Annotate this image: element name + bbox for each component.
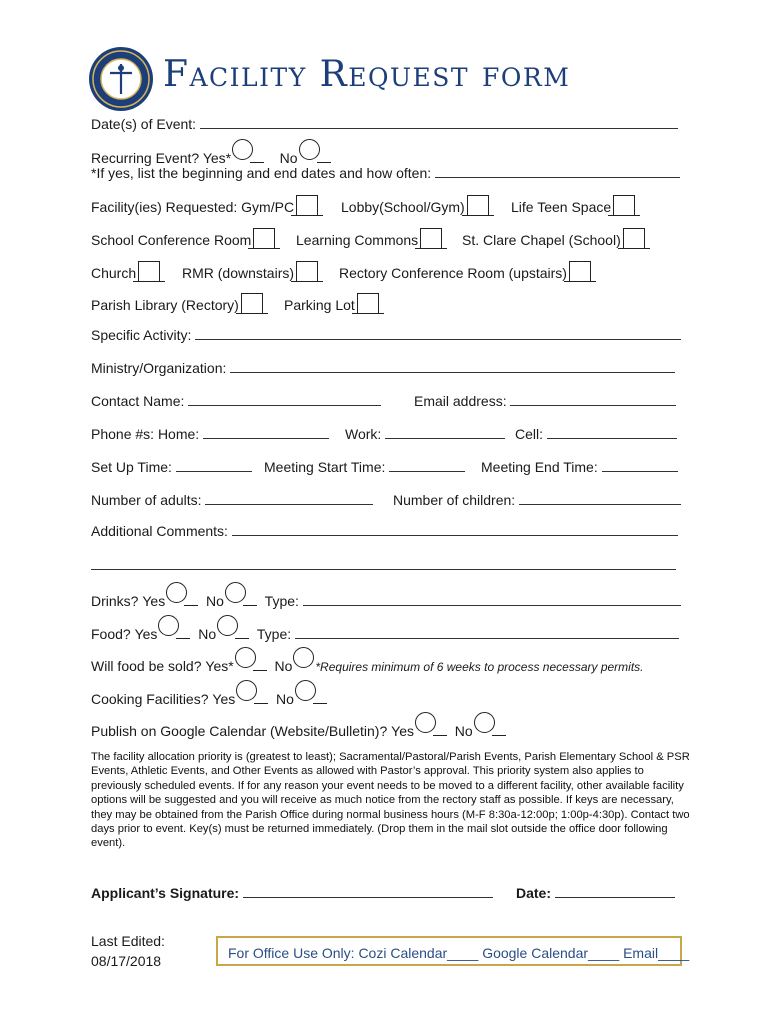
cooking-no-radio[interactable] bbox=[295, 680, 316, 701]
recurring-no-radio[interactable] bbox=[299, 139, 320, 160]
underline bbox=[184, 595, 198, 606]
ministry-label: Ministry/Organization: bbox=[91, 360, 227, 376]
meeting-start-row bbox=[264, 457, 465, 475]
phone-cell-label: Cell: bbox=[515, 426, 544, 442]
last-edited-label: Last Edited: bbox=[91, 933, 165, 949]
church-checkbox[interactable] bbox=[138, 261, 160, 282]
underline bbox=[235, 628, 249, 639]
drinks-yes-label: Yes bbox=[142, 593, 166, 609]
learning-label: Learning Commons bbox=[296, 232, 419, 248]
library-option bbox=[91, 293, 263, 314]
contact-field[interactable] bbox=[188, 391, 381, 406]
phone-work-label: Work: bbox=[345, 426, 382, 442]
meeting-end-row bbox=[481, 457, 678, 475]
recurring-label: Recurring Event? bbox=[91, 150, 200, 166]
lobby-option bbox=[341, 195, 489, 216]
chapel-checkbox[interactable] bbox=[623, 228, 645, 249]
ministry-row bbox=[91, 358, 675, 376]
food-row bbox=[91, 621, 679, 642]
date-row bbox=[516, 883, 675, 901]
phone-home-label: Phone #s: Home: bbox=[91, 426, 200, 442]
date-label: Date: bbox=[516, 885, 552, 901]
rmr-option bbox=[182, 261, 318, 282]
food-type-field[interactable] bbox=[295, 624, 679, 639]
drinks-label: Drinks? bbox=[91, 593, 139, 609]
food-yes-label: Yes bbox=[134, 626, 158, 642]
office-use-box: For Office Use Only: Cozi Calendar____ Google Calendar____ Email____ bbox=[216, 936, 682, 966]
underline bbox=[176, 628, 190, 639]
food-sold-label: Will food be sold? bbox=[91, 658, 202, 674]
recurring-note-row bbox=[91, 163, 680, 181]
signature-row bbox=[91, 883, 493, 901]
drinks-type-label: Type: bbox=[264, 593, 299, 609]
lifeteen-option bbox=[511, 195, 635, 216]
school-conf-option bbox=[91, 228, 275, 249]
lifeteen-label: Life Teen Space bbox=[511, 199, 612, 215]
rectory-conf-checkbox[interactable] bbox=[569, 261, 591, 282]
comments-field-2[interactable] bbox=[91, 555, 676, 570]
phone-work-field[interactable] bbox=[385, 424, 505, 439]
children-row bbox=[393, 490, 681, 508]
underline bbox=[254, 693, 268, 704]
date-field[interactable] bbox=[555, 883, 675, 898]
lobby-checkbox[interactable] bbox=[467, 195, 489, 216]
food-sold-no-label: No bbox=[274, 658, 293, 674]
recurring-yes-label: Yes* bbox=[202, 150, 232, 166]
activity-field[interactable] bbox=[195, 325, 681, 340]
rectory-conf-label: Rectory Conference Room (upstairs) bbox=[339, 265, 567, 281]
phone-cell-field[interactable] bbox=[547, 424, 677, 439]
parish-seal-logo bbox=[88, 46, 154, 115]
parking-label: Parking Lot bbox=[284, 297, 355, 313]
contact-row bbox=[91, 391, 381, 409]
drinks-type-field[interactable] bbox=[303, 591, 681, 606]
school-conf-label: School Conference Room bbox=[91, 232, 252, 248]
publish-yes-radio[interactable] bbox=[415, 712, 436, 733]
meeting-start-label: Meeting Start Time: bbox=[264, 459, 386, 475]
drinks-row bbox=[91, 588, 681, 609]
cooking-yes-label: Yes bbox=[212, 691, 236, 707]
adults-row bbox=[91, 490, 373, 508]
school-conf-checkbox[interactable] bbox=[253, 228, 275, 249]
cooking-row bbox=[91, 686, 327, 707]
phone-work-row bbox=[345, 424, 505, 442]
publish-no-radio[interactable] bbox=[474, 712, 495, 733]
dates-row bbox=[91, 114, 678, 132]
parking-checkbox[interactable] bbox=[357, 293, 379, 314]
last-edited bbox=[91, 931, 165, 971]
food-label: Food? bbox=[91, 626, 131, 642]
parking-option bbox=[284, 293, 379, 314]
dates-field[interactable] bbox=[200, 114, 678, 129]
policy-text: The facility allocation priority is (greatest to least); Sacramental/Pastoral/Parish Events, Parish Elementary School & PSR Events, Athletic Events, and Other Events as allowed with Pastor’s approval. This priority system also applies to previously scheduled events. If for any reason your event needs to be moved to a different facility, other available facility options will be suggested and you will receive as much notice from the rectory staff as possible. If keys are necessary, they may be obtained from the Parish Office during normal business hours (M-F 8:30a-12:00p; 1:00p-4:30p). Contact two days prior to event. Key(s) must be returned immediately. (Drop them in the mail slot outside the office door following event). bbox=[91, 751, 690, 850]
email-field[interactable] bbox=[510, 391, 676, 406]
comments-row bbox=[91, 521, 678, 539]
gym-label: Gym/PC bbox=[241, 199, 295, 215]
rectory-conf-option bbox=[339, 261, 591, 282]
publish-label: Publish on Google Calendar (Website/Bulletin)? bbox=[91, 723, 388, 739]
rmr-checkbox[interactable] bbox=[296, 261, 318, 282]
rmr-label: RMR (downstairs) bbox=[182, 265, 295, 281]
setup-label: Set Up Time: bbox=[91, 459, 172, 475]
last-edited-date: 08/17/2018 bbox=[91, 953, 162, 969]
church-label: Church bbox=[91, 265, 137, 281]
form-title: Facility Request form bbox=[163, 54, 571, 95]
recurring-note-label: *If yes, list the beginning and end dates and how often: bbox=[91, 165, 432, 181]
cooking-no-label: No bbox=[276, 691, 294, 707]
food-no-radio[interactable] bbox=[217, 615, 238, 636]
library-checkbox[interactable] bbox=[241, 293, 263, 314]
contact-label: Contact Name: bbox=[91, 393, 185, 409]
signature-label: Applicant’s Signature: bbox=[91, 885, 240, 901]
adults-field[interactable] bbox=[205, 490, 373, 505]
lobby-label: Lobby(School/Gym) bbox=[341, 199, 465, 215]
underline bbox=[250, 152, 264, 163]
permit-note: *Requires minimum of 6 weeks to process necessary permits. bbox=[315, 660, 644, 674]
church-option bbox=[91, 261, 160, 282]
comments-line-2 bbox=[91, 555, 676, 573]
children-field[interactable] bbox=[519, 490, 681, 505]
cooking-label: Cooking Facilities? bbox=[91, 691, 209, 707]
comments-label: Additional Comments: bbox=[91, 523, 228, 539]
publish-yes-label: Yes bbox=[391, 723, 414, 739]
recurring-dates-field[interactable] bbox=[435, 163, 680, 178]
comments-field[interactable] bbox=[232, 521, 678, 536]
email-row bbox=[414, 391, 676, 409]
activity-label: Specific Activity: bbox=[91, 327, 192, 343]
facilities-label: Facility(ies) Requested: bbox=[91, 199, 238, 215]
publish-row bbox=[91, 718, 506, 739]
library-label: Parish Library (Rectory) bbox=[91, 297, 239, 313]
learning-checkbox[interactable] bbox=[420, 228, 442, 249]
recurring-yes-radio[interactable] bbox=[232, 139, 253, 160]
email-label: Email address: bbox=[414, 393, 507, 409]
drinks-no-radio[interactable] bbox=[225, 582, 246, 603]
dates-label: Date(s) of Event: bbox=[91, 116, 197, 132]
drinks-no-label: No bbox=[205, 593, 224, 609]
food-type-label: Type: bbox=[256, 626, 292, 642]
food-no-label: No bbox=[198, 626, 217, 642]
phone-home-row bbox=[91, 424, 329, 442]
setup-row bbox=[91, 457, 252, 475]
meeting-start-field[interactable] bbox=[389, 457, 465, 472]
setup-field[interactable] bbox=[176, 457, 252, 472]
children-label: Number of children: bbox=[393, 492, 516, 508]
food-sold-no-radio[interactable] bbox=[293, 647, 314, 668]
food-sold-yes-radio[interactable] bbox=[235, 647, 256, 668]
lifeteen-checkbox[interactable] bbox=[613, 195, 635, 216]
chapel-label: St. Clare Chapel (School) bbox=[462, 232, 621, 248]
learning-option bbox=[296, 228, 442, 249]
food-sold-yes-label: Yes* bbox=[205, 658, 234, 674]
chapel-option bbox=[462, 228, 645, 249]
adults-label: Number of adults: bbox=[91, 492, 202, 508]
signature-field[interactable] bbox=[243, 883, 493, 898]
phone-cell-row bbox=[515, 424, 677, 442]
ministry-field[interactable] bbox=[230, 358, 675, 373]
activity-row bbox=[91, 325, 681, 343]
gym-checkbox[interactable] bbox=[296, 195, 318, 216]
meeting-end-field[interactable] bbox=[602, 457, 678, 472]
recurring-no-label: No bbox=[279, 150, 298, 166]
facilities-row-1 bbox=[91, 195, 318, 216]
publish-no-label: No bbox=[454, 723, 473, 739]
food-sold-row bbox=[91, 653, 644, 674]
phone-home-field[interactable] bbox=[203, 424, 329, 439]
meeting-end-label: Meeting End Time: bbox=[481, 459, 598, 475]
